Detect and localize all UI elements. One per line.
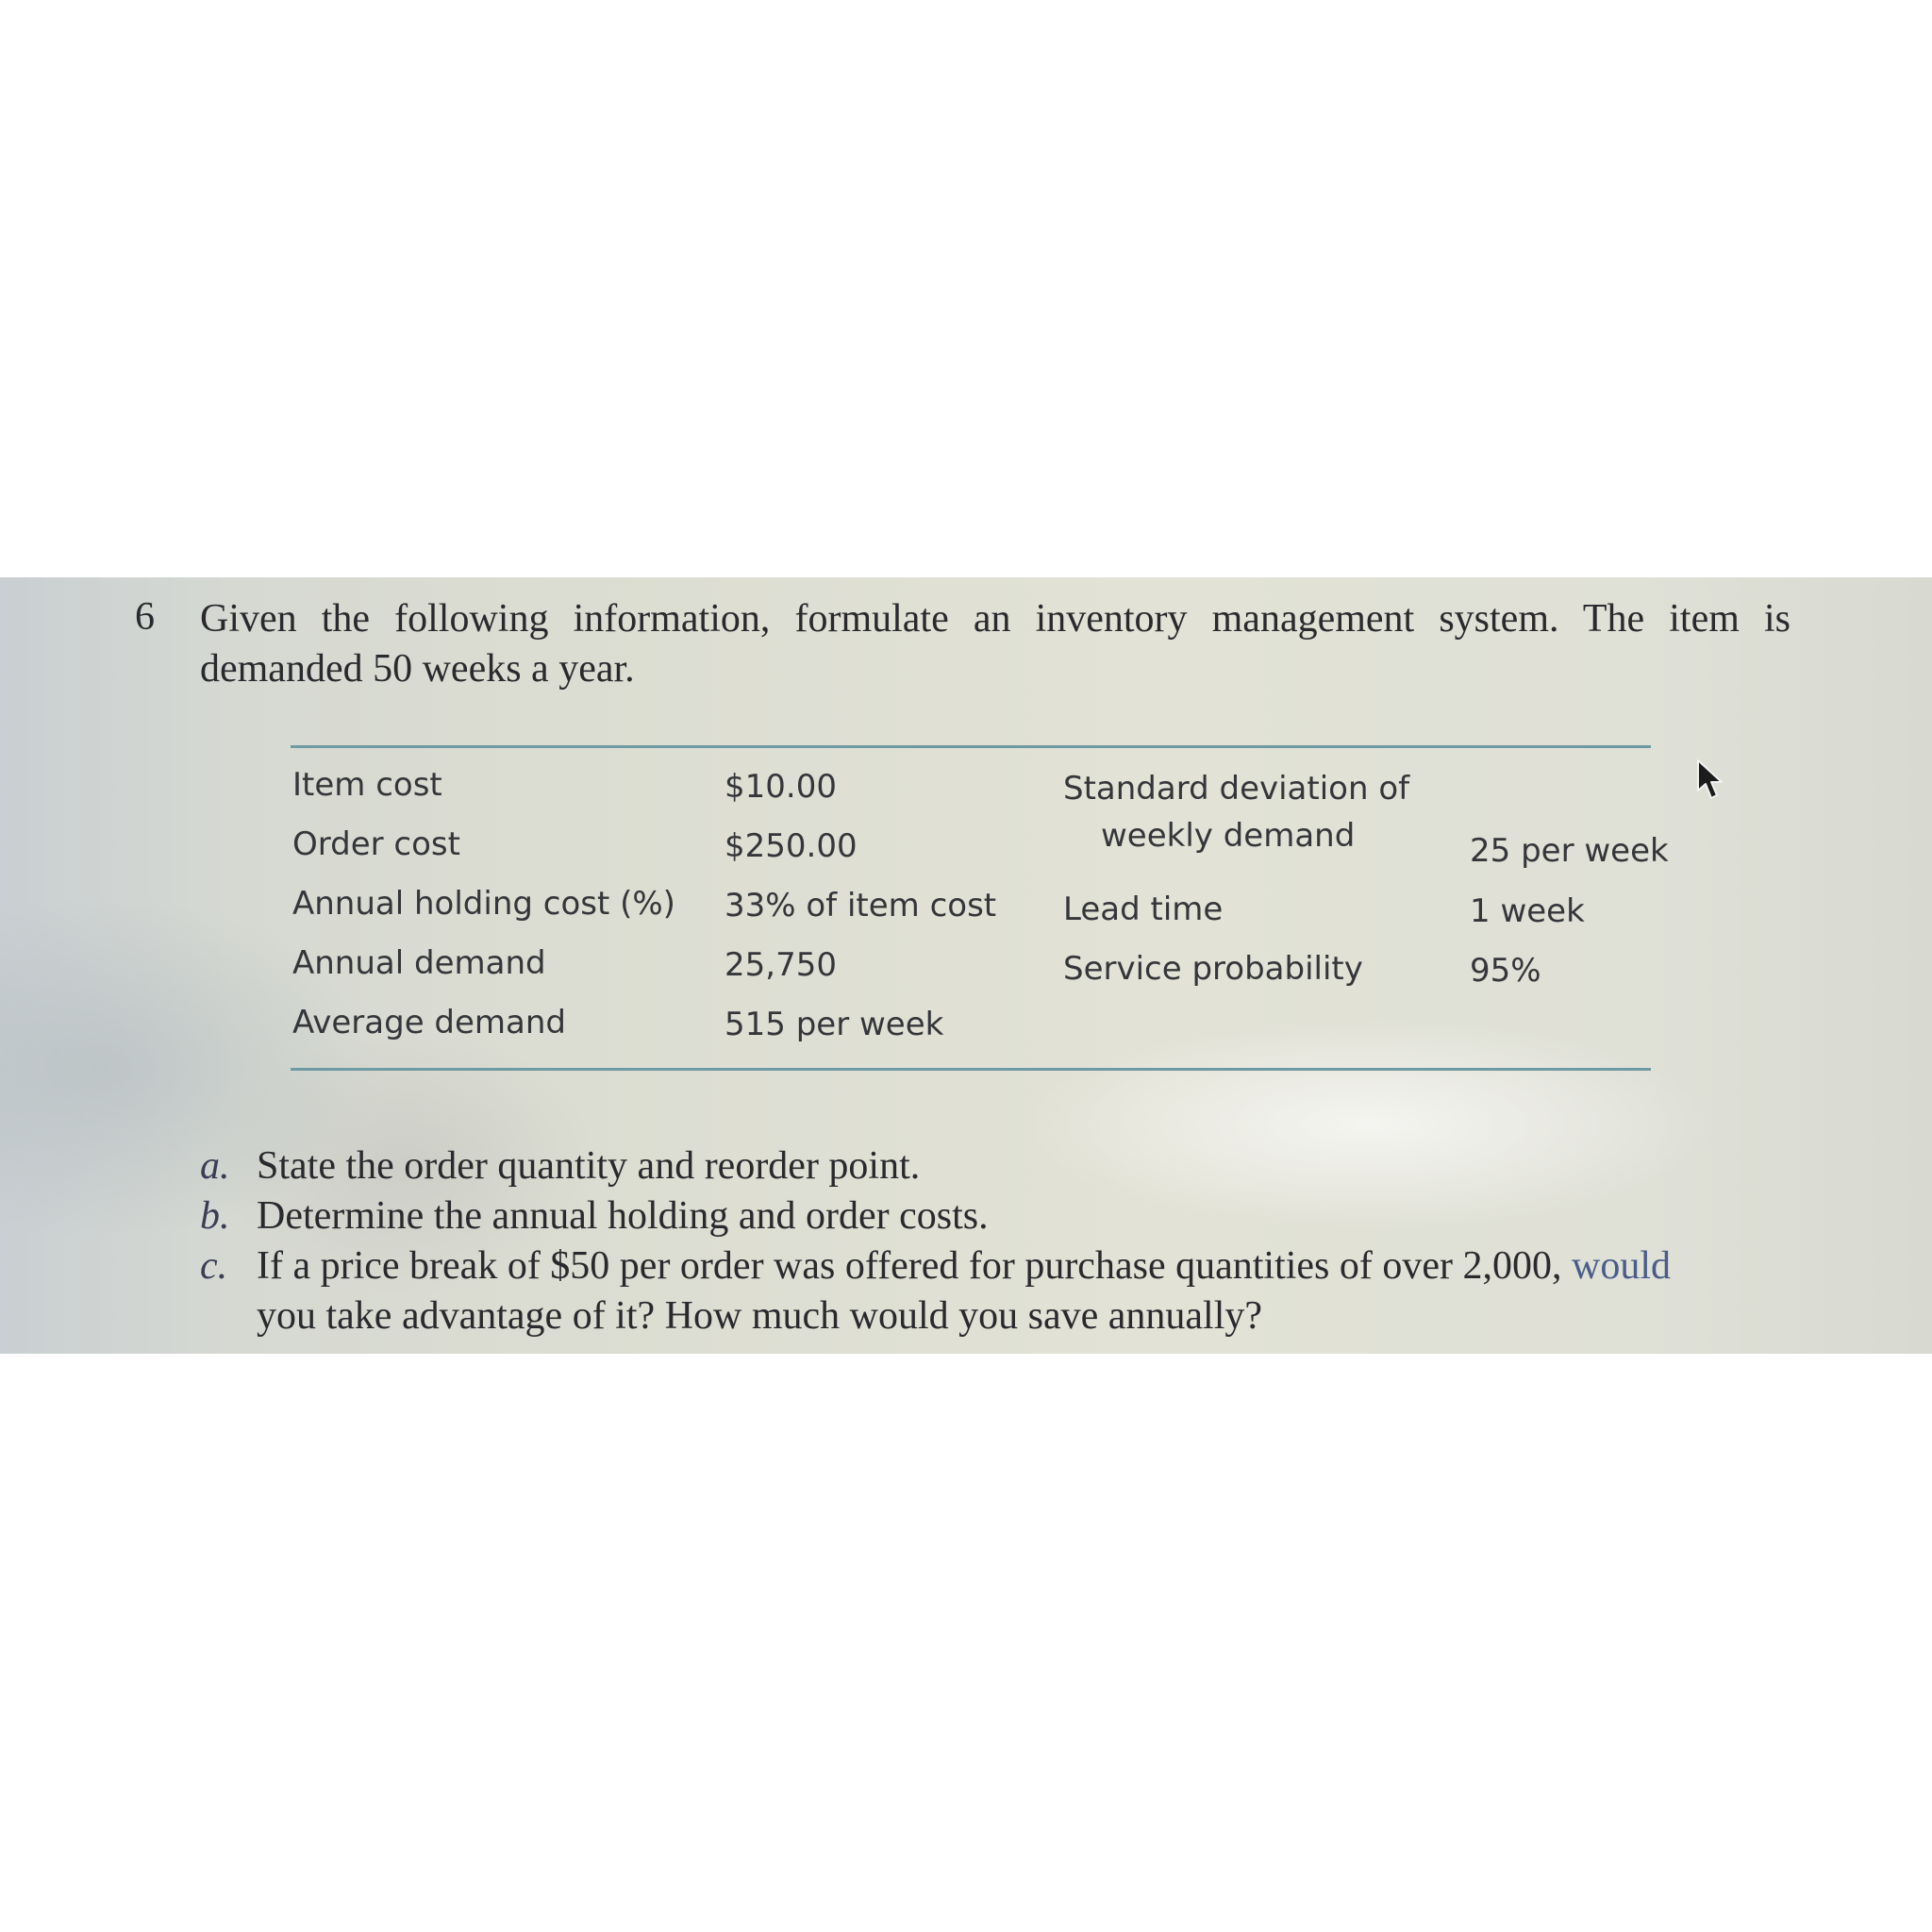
problem-number: 6 [135,595,155,639]
label-std-dev-line2: weekly demand [1101,817,1356,855]
table-top-rule [291,745,1651,748]
value-average-demand: 515 per week [724,1006,944,1043]
part-c-text-main: If a price break of $50 per order was offered for purchase quantities of over 2,000, [257,1244,1562,1288]
part-a-letter: a. [200,1144,230,1188]
label-annual-holding-cost: Annual holding cost (%) [292,885,675,923]
value-annual-holding-cost: 33% of item cost [724,887,997,924]
part-a-text: State the order quantity and reorder point. [257,1144,921,1188]
textbook-page-photo [0,577,1932,1354]
part-c-letter: c. [200,1244,228,1288]
mouse-pointer-icon [1696,758,1728,802]
part-b-text: Determine the annual holding and order costs. [257,1194,989,1238]
part-a [200,1141,1790,1191]
label-lead-time: Lead time [1063,891,1224,928]
part-b [200,1191,1790,1241]
label-item-cost: Item cost [292,766,442,804]
label-order-cost: Order cost [292,825,460,863]
value-std-dev: 25 per week [1470,832,1669,870]
value-lead-time: 1 week [1470,892,1585,930]
label-service-probability: Service probability [1063,950,1363,988]
part-b-letter: b. [200,1194,230,1238]
part-c-text [257,1241,1790,1341]
part-c [200,1241,1790,1341]
value-item-cost: $10.00 [724,768,837,806]
sub-questions [200,1141,1790,1341]
label-std-dev-line1: Standard deviation of [1063,770,1410,808]
value-service-probability: 95% [1470,952,1541,990]
label-annual-demand: Annual demand [292,944,546,982]
table-bottom-rule [291,1068,1651,1071]
value-order-cost: $250.00 [724,827,858,865]
value-annual-demand: 25,750 [724,946,837,984]
part-c-text-continued: you take advantage of it? How much would you save annually? [257,1294,1263,1338]
label-average-demand: Average demand [292,1004,567,1041]
part-c-text-highlight: would [1572,1244,1671,1288]
problem-statement: Given the following information, formulate an inventory management system. The item is demanded 50 weeks a year. [200,597,1790,691]
